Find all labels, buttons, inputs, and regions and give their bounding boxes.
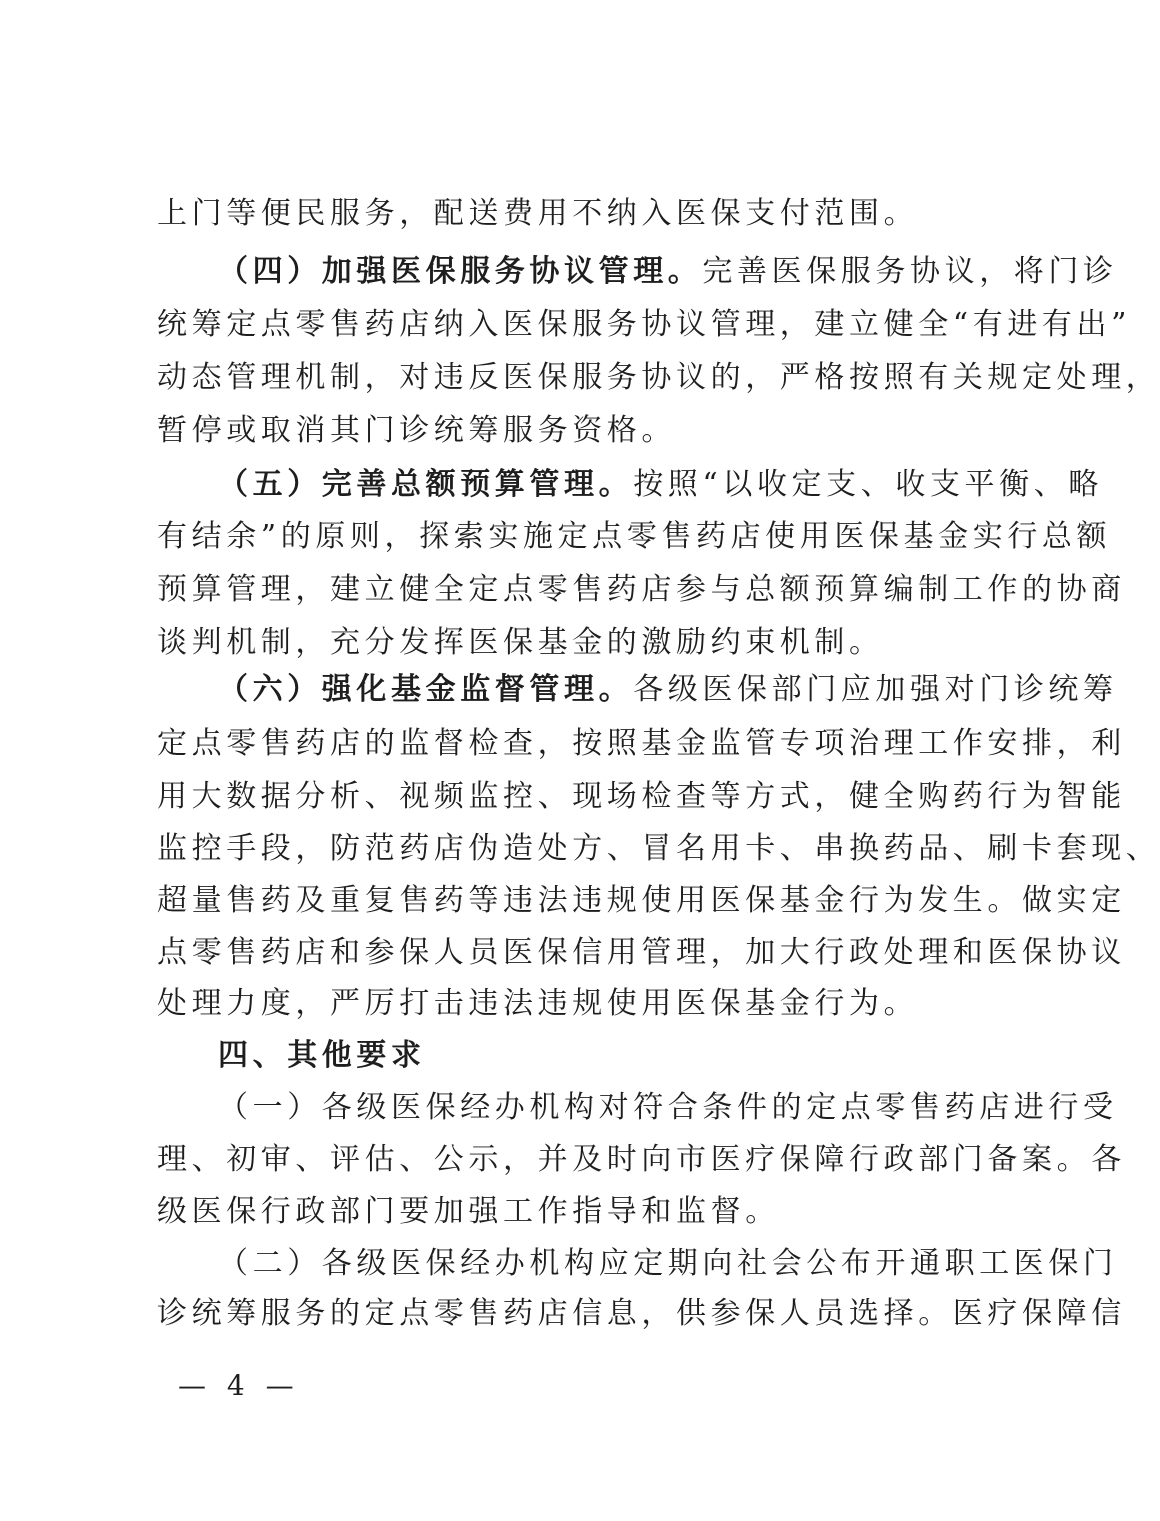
paragraph-line: 上门等便民服务，配送费用不纳入医保支付范围。 (157, 196, 919, 231)
section-heading: （五）完善总额预算管理。 (218, 467, 634, 502)
paragraph-line: 监控手段，防范药店伪造处方、冒名用卡、串换药品、刷卡套现、 (157, 831, 1160, 866)
paragraph-line: 有结余”的原则，探索实施定点零售药店使用医保基金实行总额 (157, 519, 1112, 554)
chapter-heading: 四、其他要求 (218, 1038, 426, 1073)
section-heading: （六）强化基金监督管理。 (218, 672, 634, 707)
paragraph-line: （二）各级医保经办机构应定期向社会公布开通职工医保门 (218, 1246, 1118, 1281)
section-heading-line: （五）完善总额预算管理。按照“以收定支、收支平衡、略 (218, 467, 1103, 502)
paragraph-line: 定点零售药店的监督检查，按照基金监管专项治理工作安排，利 (157, 726, 1126, 761)
paragraph-line: 点零售药店和参保人员医保信用管理，加大行政处理和医保协议 (157, 935, 1126, 970)
paragraph-line: 诊统筹服务的定点零售药店信息，供参保人员选择。医疗保障信 (157, 1296, 1126, 1331)
paragraph-line: 处理力度，严厉打击违法违规使用医保基金行为。 (157, 986, 919, 1021)
section-heading-line: （六）强化基金监督管理。各级医保部门应加强对门诊统筹 (218, 672, 1118, 707)
page-number: — 4 — (178, 1369, 300, 1402)
section-heading-line: （四）加强医保服务协议管理。完善医保服务协议，将门诊 (218, 254, 1118, 289)
paragraph-line: 暂停或取消其门诊统筹服务资格。 (157, 413, 676, 448)
paragraph-line: 用大数据分析、视频监控、现场检查等方式，健全购药行为智能 (157, 779, 1126, 814)
paragraph-line: 谈判机制，充分发挥医保基金的激励约束机制。 (157, 625, 884, 660)
chapter-heading-line (218, 1030, 966, 1082)
paragraph-line: 预算管理，建立健全定点零售药店参与总额预算编制工作的协商 (157, 572, 1126, 607)
section-heading: （四）加强医保服务协议管理。 (218, 254, 703, 289)
paragraph-line: 级医保行政部门要加强工作指导和监督。 (157, 1194, 780, 1229)
paragraph-line: 超量售药及重复售药等违法违规使用医保基金行为发生。做实定 (157, 883, 1126, 918)
paragraph-line: （一）各级医保经办机构对符合条件的定点零售药店进行受 (218, 1090, 1118, 1125)
paragraph-line: 统筹定点零售药店纳入医保服务协议管理，建立健全“有进有出” (157, 307, 1132, 342)
paragraph-line: 理、初审、评估、公示，并及时向市医疗保障行政部门备案。各 (157, 1142, 1126, 1177)
paragraph-line: 动态管理机制，对违反医保服务协议的，严格按照有关规定处理， (157, 360, 1160, 395)
